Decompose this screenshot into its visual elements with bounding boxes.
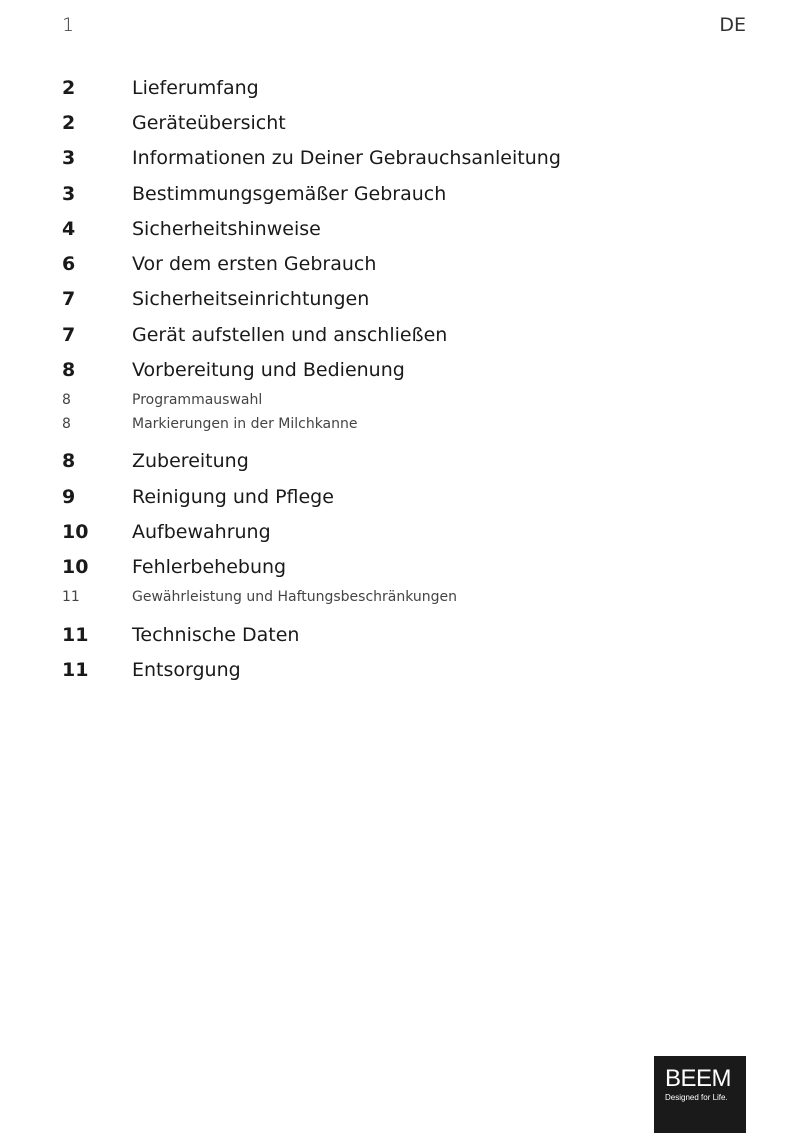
toc-entry [62, 105, 762, 140]
toc-title: Sicherheitshinweise [132, 217, 321, 240]
toc-entry [62, 70, 762, 105]
toc-page-number: 4 [62, 217, 76, 240]
toc-entry [62, 444, 762, 479]
toc-page-number: 11 [62, 623, 89, 646]
toc-title: Programmauswahl [132, 391, 263, 408]
toc-subentry [62, 388, 762, 412]
toc-page-number: 11 [62, 658, 89, 681]
toc-page-number: 10 [62, 556, 89, 579]
toc-page-number: 3 [62, 182, 76, 205]
toc-entry [62, 282, 762, 317]
toc-entry [62, 617, 762, 652]
toc-page-number: 7 [62, 323, 76, 346]
toc-page-number: 10 [62, 520, 89, 543]
toc-page-number: 8 [62, 359, 76, 382]
toc-title: Vor dem ersten Gebrauch [132, 253, 377, 276]
toc-title: Markierungen in der Milchkanne [132, 415, 358, 432]
toc-title: Entsorgung [132, 658, 241, 681]
toc-page-number: 2 [62, 111, 76, 134]
toc-title: Vorbereitung und Bedienung [132, 359, 405, 382]
toc-title: Bestimmungsgemäßer Gebrauch [132, 182, 447, 205]
toc-entry [62, 479, 762, 514]
language-code: DE [719, 14, 746, 36]
toc-page-number: 9 [62, 485, 76, 508]
toc-entry [62, 317, 762, 352]
toc-title: Gerät aufstellen und anschließen [132, 323, 448, 346]
toc-subentry [62, 585, 762, 609]
toc-page-number: 8 [62, 391, 71, 408]
toc-entry [62, 652, 762, 687]
toc-title: Technische Daten [132, 623, 300, 646]
toc-page-number: 2 [62, 76, 76, 99]
toc-page-number: 6 [62, 253, 76, 276]
toc-title: Gewährleistung und Haftungsbeschränkungen [132, 588, 458, 605]
toc-page-number: 11 [62, 588, 80, 605]
toc-title: Zubereitung [132, 450, 249, 473]
toc-title: Geräteübersicht [132, 111, 286, 134]
page-number: 1 [62, 14, 75, 36]
toc-page-number: 7 [62, 288, 76, 311]
toc-page-number: 3 [62, 147, 76, 170]
toc-entry [62, 352, 762, 387]
toc-entry [62, 176, 762, 211]
toc-title: Fehlerbehebung [132, 556, 287, 579]
logo-name: BEEM [665, 1065, 732, 1092]
logo-tagline: Designed for Life. [665, 1093, 728, 1102]
toc-title: Lieferumfang [132, 76, 259, 99]
toc-title: Informationen zu Deiner Gebrauchsanleitung [132, 147, 561, 170]
toc-entry [62, 211, 762, 246]
toc-entry [62, 141, 762, 176]
toc-page-number: 8 [62, 450, 76, 473]
toc-page-number: 8 [62, 415, 71, 432]
toc-title: Reinigung und Pflege [132, 485, 334, 508]
toc-title: Aufbewahrung [132, 520, 271, 543]
toc-entry [62, 514, 762, 549]
toc-entry [62, 246, 762, 281]
toc-title: Sicherheitseinrichtungen [132, 288, 370, 311]
table-of-contents [62, 70, 762, 687]
beem-logo [654, 1056, 746, 1133]
toc-entry [62, 550, 762, 585]
toc-subentry [62, 412, 762, 436]
